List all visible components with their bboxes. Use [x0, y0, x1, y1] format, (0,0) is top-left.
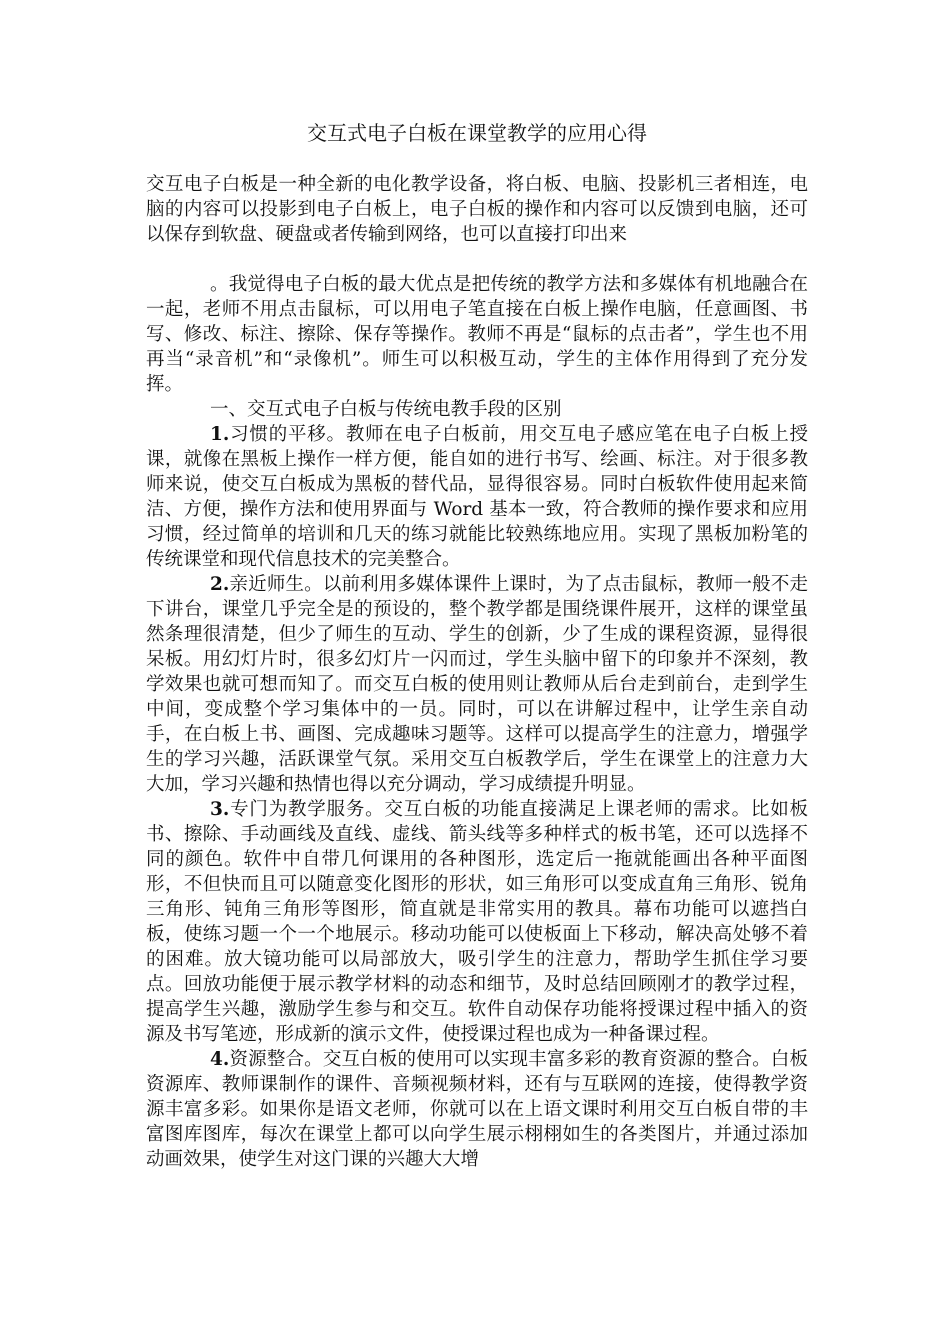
list-item — [146, 572, 808, 797]
intro-paragraph: 交互电子白板是一种全新的电化教学设备，将白板、电脑、投影机三者相连，电脑的内容可以投影到电子白板上，电子白板的操作和内容可以反馈到电脑，还可以保存到软盘、硬盘或者传输到网络，也可以直接打印出来 — [146, 174, 808, 245]
list-item — [146, 422, 808, 572]
item-text: 专门为教学服务。交互白板的功能直接满足上课老师的需求。比如板书、擦除、手动画线及直线、虚线、箭头线等多种样式的板书笔，还可以选择不同的颜色。软件中自带几何课用的各种图形，选定后一拖就能画出各种平面图形，不但快而且可以随意变化图形的形状，如三角形可以变成直角三角形、锐角三角形、钝角三角形等图形，简直就是非常实用的教具。幕布功能可以遮挡白板，使练习题一个一个地展示。移动功能可以使板面上下移动，解决高处够不着的困难。放大镜功能可以局部放大，吸引学生的注意力，帮助学生抓住学习要点。回放功能便于展示教学材料的动态和细节，及时总结回顾刚才的教学过程，提高学生兴趣，激励学生参与和交互。软件自动保存功能将授课过程中插入的资源及书写笔迹，形成新的演示文件，使授课过程也成为一种备课过程。 — [146, 799, 808, 1045]
item-text: 习惯的平移。教师在电子白板前，用交互电子感应笔在电子白板上授课，就像在黑板上操作一样方便，能自如的进行书写、绘画、标注。对于很多教师来说，使交互白板成为黑板的替代品，显得很容易。同时白板软件使用起来简洁、方便，操作方法和使用界面与 Word 基本一致，符合教师的操作要求和应用习惯，经过简单的培训和几天的练习就能比较熟练地应用。实现了黑板加粉笔的传统课堂和现代信息技术的完美整合。 — [146, 424, 808, 570]
list-item — [146, 797, 808, 1047]
item-number: 1. — [210, 424, 230, 445]
item-number: 3. — [210, 799, 230, 820]
item-number: 2. — [210, 574, 230, 595]
item-text: 亲近师生。以前利用多媒体课件上课时，为了点击鼠标，教师一般不走下讲台，课堂几乎完全是的预设的，整个教学都是围绕课件展开，这样的课堂虽然条理很清楚，但少了师生的互动、学生的创新，少了生成的课程资源，显得很呆板。用幻灯片时，很多幻灯片一闪而过，学生头脑中留下的印象并不深刻，教学效果也就可想而知了。而交互白板的使用则让教师从后台走到前台，走到学生中间，变成整个学习集体中的一员。同时，可以在讲解过程中，让学生亲自动手，在白板上书、画图、完成趣味习题等。这样可以提高学生的注意力，增强学生的学习兴趣，活跃课堂气氛。采用交互白板教学后，学生在课堂上的注意力大大加，学习兴趣和热情也得以充分调动，学习成绩提升明显。 — [146, 574, 808, 795]
section-heading-differences: 一、交互式电子白板与传统电教手段的区别 — [210, 399, 562, 420]
paragraph-advantages: 。我觉得电子白板的最大优点是把传统的教学方法和多媒体有机地融合在一起，老师不用点击鼠标，可以用电子笔直接在白板上操作电脑，任意画图、书写、修改、标注、擦除、保存等操作。教师不再是“鼠标的点击者”，学生也不用再当“录音机”和“录像机”。师生可以积极互动，学生的主体作用得到了充分发挥。 — [146, 274, 808, 395]
document-page — [146, 118, 808, 1172]
item-number: 4. — [210, 1049, 230, 1070]
list-item — [146, 1047, 808, 1172]
item-text: 资源整合。交互白板的使用可以实现丰富多彩的教育资源的整合。白板资源库、教师课制作的课件、音频视频材料，还有与互联网的连接，使得教学资源丰富多彩。如果你是语文老师，你就可以在上语文课时利用交互白板自带的丰富图库图库，每次在课堂上都可以向学生展示栩栩如生的各类图片，并通过添加动画效果，使学生对这门课的兴趣大大增 — [146, 1049, 808, 1170]
document-title: 交互式电子白板在课堂教学的应用心得 — [307, 121, 647, 145]
